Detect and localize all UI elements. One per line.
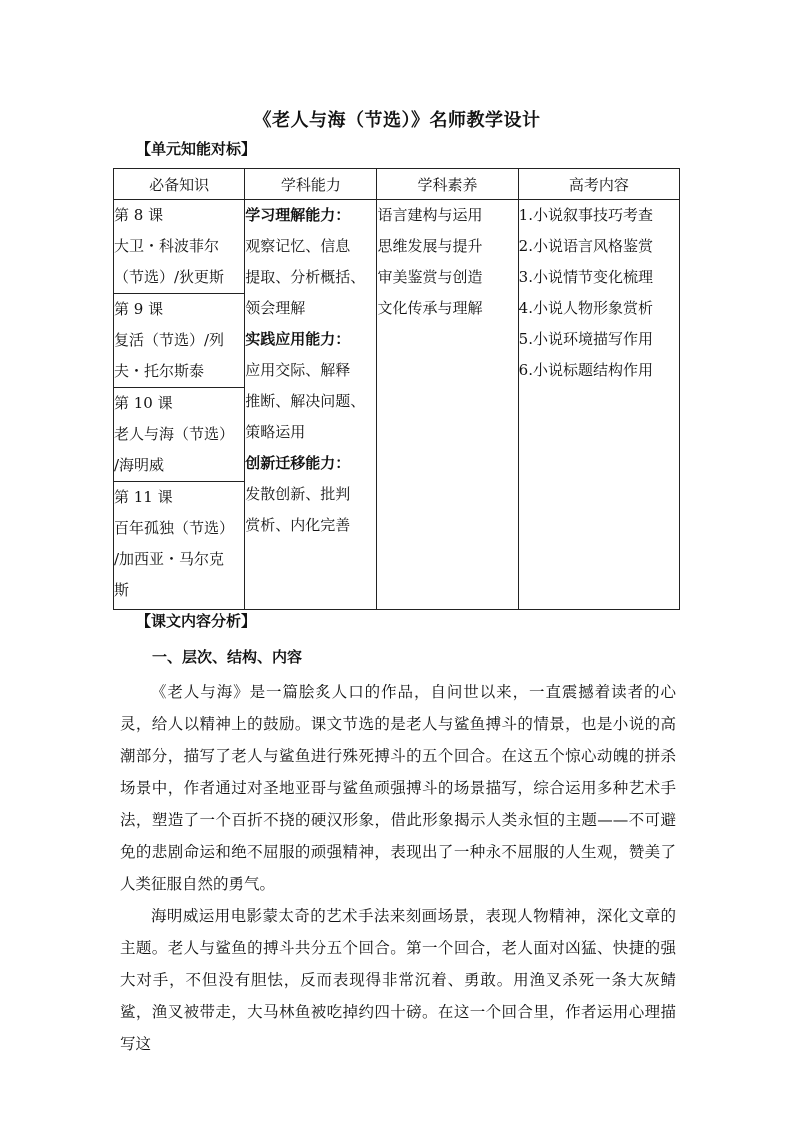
literacy-item: 语言建构与运用 (377, 206, 483, 224)
lesson-line: 大卫・科波菲尔 (114, 237, 220, 255)
header-required-knowledge: 必备知识 (114, 169, 245, 200)
exam-item: 4.小说人物形象赏析 (518, 299, 653, 317)
lesson-cell-11 (114, 482, 245, 610)
knowledge-ability-table (113, 168, 680, 610)
table-row (114, 200, 680, 294)
header-exam-content: 高考内容 (518, 169, 679, 200)
ability-cell (245, 200, 377, 610)
ability-line: 观察记忆、信息 (245, 237, 351, 255)
ability-heading: 学习理解能力： (245, 206, 351, 224)
lesson-cell-10 (114, 388, 245, 482)
lesson-cell-8 (114, 200, 245, 294)
exam-item: 6.小说标题结构作用 (518, 361, 653, 379)
ability-line: 提取、分析概括、 (245, 268, 366, 286)
lesson-line: 老人与海（节选） (114, 425, 235, 443)
ability-line: 应用交际、解释 (245, 361, 351, 379)
lesson-cell-9 (114, 294, 245, 388)
ability-line: 发散创新、批判 (245, 485, 351, 503)
section-heading-unit-standards: 【单元知能对标】 (136, 140, 257, 158)
exam-item: 3.小说情节变化梳理 (518, 268, 653, 286)
exam-content-cell (518, 200, 679, 610)
paragraph: 海明威运用电影蒙太奇的艺术手法来刻画场景，表现人物精神，深化文章的主题。老人与鲨鱼的搏斗共分五个回合。第一个回合，老人面对凶猛、快捷的强大对手，不但没有胆怯，反而表现得非常沉着、勇敢。用渔叉杀死一条大灰鲭鲨，渔叉被带走，大马林鱼被吃掉约四十磅。在这一个回合里，作者运用心理描写这 (120, 907, 676, 1053)
literacy-item: 思维发展与提升 (377, 237, 483, 255)
lesson-line: 百年孤独（节选） (114, 519, 235, 537)
ability-line: 策略运用 (245, 423, 306, 441)
lesson-number: 第 8 课 (114, 206, 164, 224)
ability-heading: 创新迁移能力： (245, 454, 351, 472)
lesson-line: 斯 (114, 581, 130, 599)
body-text (120, 676, 676, 1060)
literacy-item: 文化传承与理解 (377, 299, 483, 317)
header-subject-ability: 学科能力 (245, 169, 377, 200)
header-subject-literacy: 学科素养 (377, 169, 518, 200)
lesson-number: 第 9 课 (114, 300, 164, 318)
lesson-line: 复活（节选）/列 (114, 331, 225, 349)
literacy-item: 审美鉴赏与创造 (377, 268, 483, 286)
lesson-line: （节选）/狄更斯 (114, 268, 225, 286)
ability-line: 领会理解 (245, 299, 306, 317)
exam-item: 2.小说语言风格鉴赏 (518, 237, 653, 255)
table-header-row (114, 169, 680, 200)
exam-item: 1.小说叙事技巧考查 (518, 206, 653, 224)
lesson-line: /海明威 (114, 456, 165, 474)
ability-heading: 实践应用能力： (245, 330, 351, 348)
lesson-number: 第 11 课 (114, 488, 173, 506)
ability-line: 推断、解决问题、 (245, 392, 366, 410)
exam-item: 5.小说环境描写作用 (518, 330, 653, 348)
lesson-line: 夫・托尔斯泰 (114, 362, 205, 380)
section-heading-text-analysis: 【课文内容分析】 (136, 612, 257, 630)
lesson-line: /加西亚・马尔克 (114, 550, 225, 568)
lesson-number: 第 10 课 (114, 394, 173, 412)
document-title: 《老人与海（节选）》名师教学设计 (253, 110, 541, 131)
subheading-structure: 一、层次、结构、内容 (152, 648, 303, 666)
ability-line: 赏析、内化完善 (245, 516, 351, 534)
literacy-cell (377, 200, 518, 610)
paragraph: 《老人与海》是一篇脍炙人口的作品，自问世以来，一直震撼着读者的心灵，给人以精神上的鼓励。课文节选的是老人与鲨鱼搏斗的情景，也是小说的高潮部分，描写了老人与鲨鱼进行殊死搏斗的五个回合。在这五个惊心动魄的拼杀场景中，作者通过对圣地亚哥与鲨鱼顽强搏斗的场景描写，综合运用多种艺术手法，塑造了一个百折不挠的硬汉形象，借此形象揭示人类永恒的主题——不可避免的悲剧命运和绝不屈服的顽强精神，表现出了一种永不屈服的人生观，赞美了人类征服自然的勇气。 (120, 683, 676, 893)
